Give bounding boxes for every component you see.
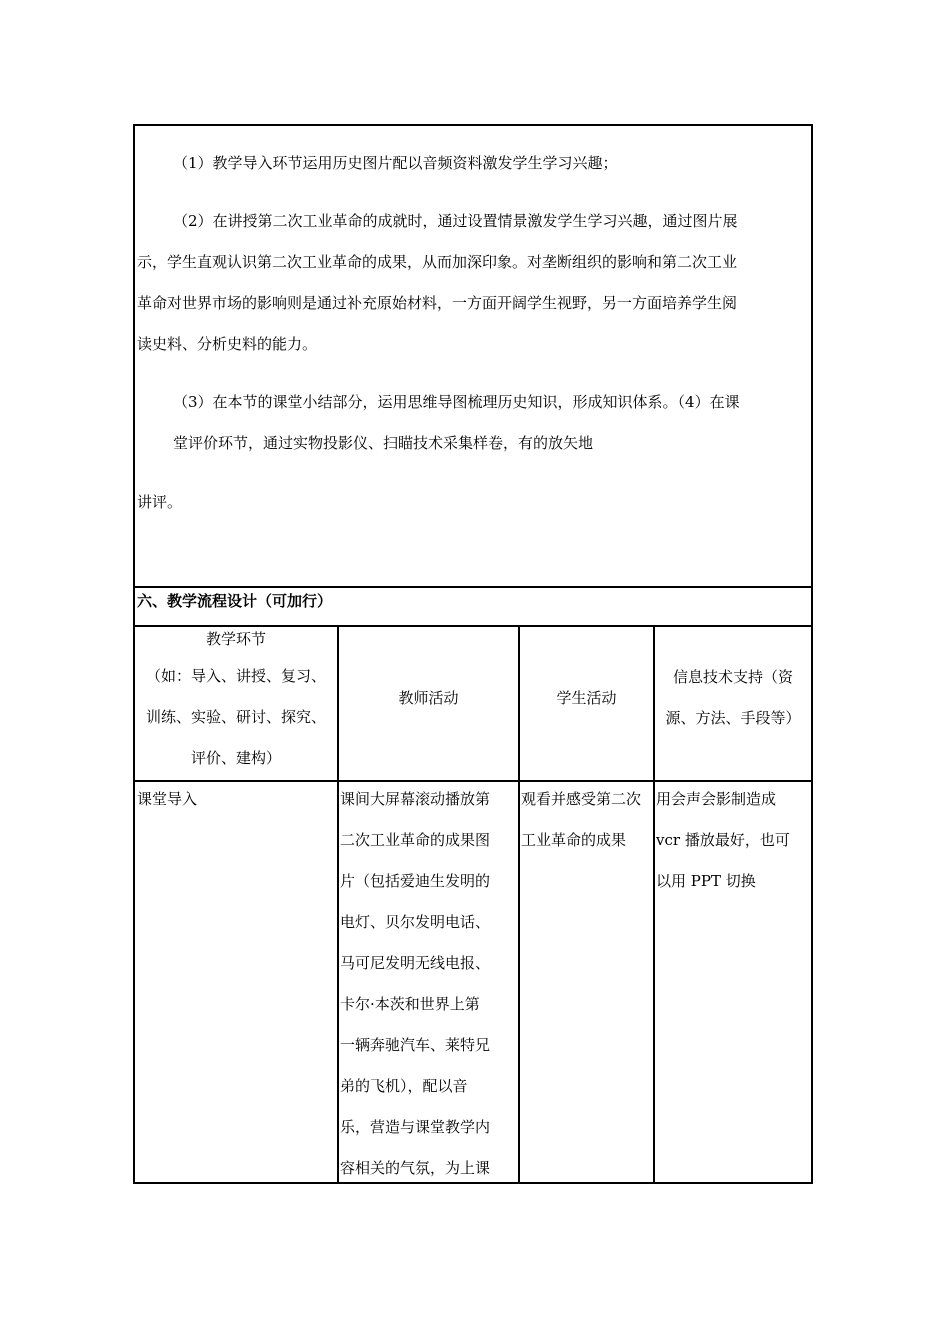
row-1-teacher-line-4: 电灯、贝尔发明电话、: [340, 913, 491, 931]
row-1-student-line-1: 观看并感受第二次: [521, 790, 642, 808]
row-1-teacher-line-8: 弟的飞机），配以音: [340, 1077, 468, 1095]
header-stage-line-1: 教学环节: [205, 630, 266, 648]
paragraph-4: 讲评。: [137, 493, 183, 511]
section-divider-top: [135, 586, 811, 588]
header-tech-line-1: 信息技术支持（资: [672, 668, 793, 686]
row-1-tech-line-3: 以用 PPT 切换: [656, 872, 756, 890]
header-stage-line-3: 训练、实验、研讨、探究、: [145, 708, 326, 726]
paragraph-2-line-1: （2）在讲授第二次工业革命的成就时，通过设置情景激发学生学习兴趣，通过图片展: [173, 212, 738, 230]
paragraph-2-line-2: 示，学生直观认识第二次工业革命的成果，从而加深印象。对垄断组织的影响和第二次工业: [137, 253, 738, 271]
document-table: [133, 124, 813, 1184]
row-1-tech-line-1: 用会声会影制造成: [656, 790, 777, 808]
row-1-teacher-line-1: 课间大屏幕滚动播放第: [340, 790, 491, 808]
row-1-teacher-line-5: 马可尼发明无线电报、: [340, 954, 491, 972]
row-1-teacher-line-6: 卡尔·本茨和世界上第: [340, 995, 480, 1013]
header-stage-line-4: 评价、建构）: [190, 749, 281, 767]
paragraph-2-line-4: 读史料、分析史料的能力。: [137, 335, 318, 353]
section-title: 六、教学流程设计（可加行）: [137, 592, 333, 610]
header-row-divider: [135, 780, 811, 782]
row-1-teacher-line-3: 片（包括爱迪生发明的: [340, 872, 491, 890]
row-1-tech-line-2: vcr 播放最好，也可: [656, 831, 790, 849]
header-teacher: 教师活动: [398, 689, 459, 707]
row-1-teacher-line-10: 容相关的气氛，为上课: [340, 1159, 491, 1177]
row-1-student-line-2: 工业革命的成果: [521, 831, 627, 849]
header-student: 学生活动: [556, 689, 617, 707]
row-1-teacher-line-7: 一辆奔驰汽车、莱特兄: [340, 1036, 491, 1054]
paragraph-3-line-2: 堂评价环节，通过实物投影仪、扫瞄技术采集样卷，有的放矢地: [173, 434, 594, 452]
section-divider-bottom: [135, 625, 811, 627]
row-1-stage: 课堂导入: [137, 790, 198, 808]
header-tech-line-2: 源、方法、手段等）: [665, 709, 801, 727]
header-stage-line-2: （如：导入、讲授、复习、: [145, 667, 326, 685]
paragraph-1: （1）教学导入环节运用历史图片配以音频资料激发学生学习兴趣；: [173, 154, 618, 172]
paragraph-3-line-1: （3）在本节的课堂小结部分，运用思维导图梳理历史知识，形成知识体系。（4）在课: [173, 393, 740, 411]
paragraph-2-line-3: 革命对世界市场的影响则是通过补充原始材料，一方面开阔学生视野，另一方面培养学生阅: [137, 294, 738, 312]
row-1-teacher-line-2: 二次工业革命的成果图: [340, 831, 491, 849]
row-1-teacher-line-9: 乐，营造与课堂教学内: [340, 1118, 491, 1136]
